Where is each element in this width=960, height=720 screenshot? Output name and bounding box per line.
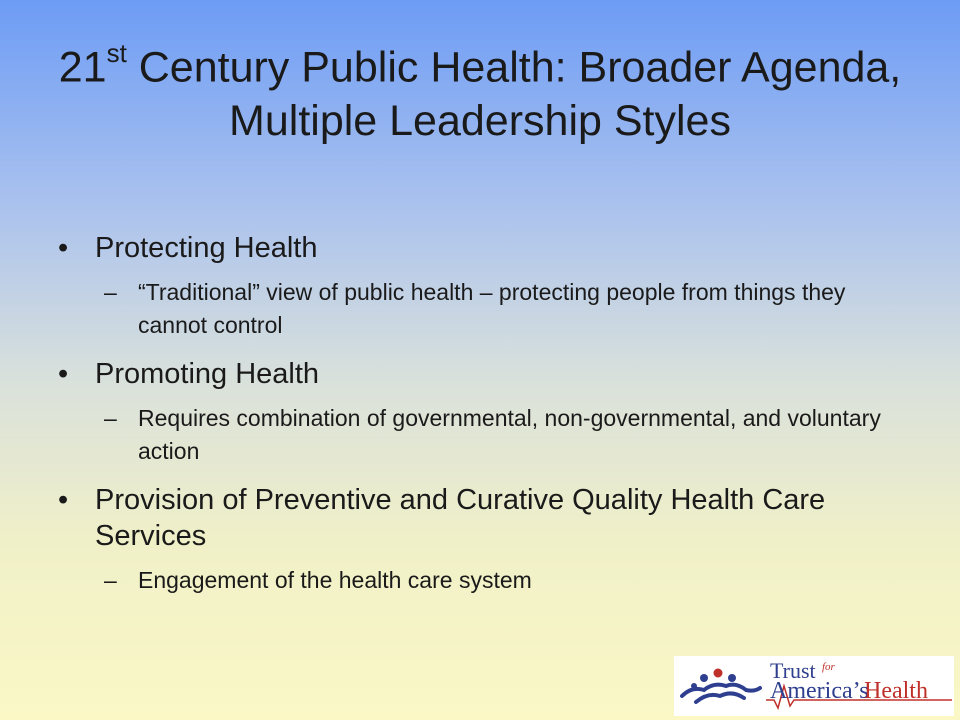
slide-title [20, 30, 940, 148]
dash-marker: – [104, 567, 117, 593]
sub-bullet-text: Requires combination of governmental, non-governmental, and voluntary action [138, 405, 881, 464]
bullet-list [58, 230, 908, 611]
title-prefix: 21 [58, 43, 107, 92]
sub-bullet-item [58, 402, 908, 468]
bullet-item [58, 482, 908, 554]
logo-for-text: for [822, 661, 835, 673]
dash-marker: – [104, 279, 117, 305]
bullet-item [58, 230, 908, 266]
bullet-marker: • [58, 232, 69, 264]
logo-trust-text: Trust [770, 658, 816, 683]
bullet-text: Provision of Preventive and Curative Quality Health Care Services [95, 484, 826, 552]
sub-bullet-text: Engagement of the health care system [138, 567, 532, 593]
bullet-item [58, 356, 908, 392]
dash-marker: – [104, 405, 117, 431]
title-superscript: st [106, 38, 127, 68]
logo-health-text: Health [864, 678, 928, 704]
sub-bullet-item [58, 564, 908, 597]
bullet-text: Promoting Health [95, 358, 320, 390]
bullet-text: Protecting Health [95, 232, 318, 264]
bullet-marker: • [58, 358, 69, 390]
bullet-marker: • [58, 484, 69, 516]
logo-americas-text: America’s [770, 678, 869, 704]
sub-bullet-item [58, 276, 908, 342]
logo-graphic [674, 656, 954, 716]
sub-bullet-text: “Traditional” view of public health – protecting people from things they cannot control [138, 279, 846, 338]
title-rest: Century Public Health: Broader Agenda, Multiple Leadership Styles [126, 43, 902, 146]
trust-for-americas-health-logo [674, 656, 954, 716]
people-group-icon [682, 669, 760, 703]
